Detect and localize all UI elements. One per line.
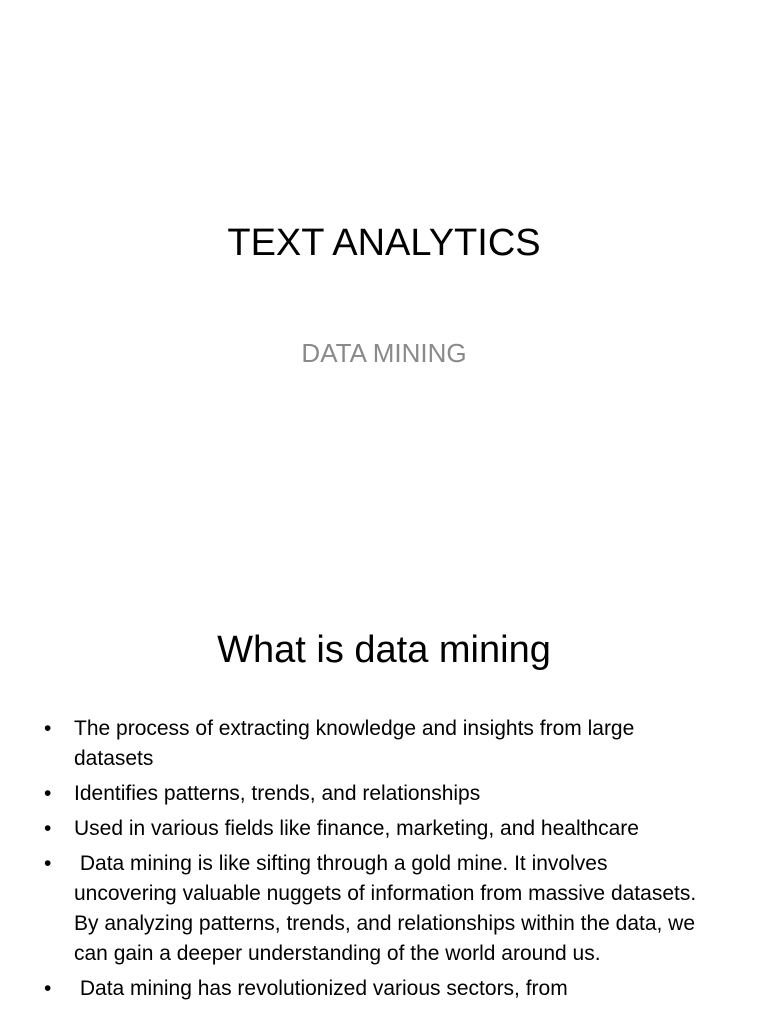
bullet-text: Data mining is like sifting through a gold mine. It involves uncovering valuable nuggets of information from massive datasets. By analyzing patterns, trends, and relationships within the data, we can gain a deeper understanding of the world around us. (74, 852, 703, 965)
slide-subtitle: DATA MINING (301, 338, 467, 368)
slide-title: TEXT ANALYTICS (227, 222, 541, 264)
list-item (0, 849, 768, 969)
bullet-icon: • (44, 977, 52, 1000)
slide-title: What is data mining (217, 629, 551, 671)
list-item (0, 714, 768, 774)
bullet-icon: • (44, 717, 52, 740)
bullet-icon: • (44, 852, 52, 875)
bullet-icon: • (44, 782, 52, 805)
list-item (0, 779, 768, 809)
bullet-icon: • (44, 817, 52, 840)
list-item (0, 814, 768, 844)
bullet-text: Used in various fields like finance, marketing, and healthcare (74, 817, 639, 840)
bullet-text: Identifies patterns, trends, and relationships (74, 782, 481, 805)
bullet-text: The process of extracting knowledge and insights from large datasets (74, 717, 635, 770)
bullet-list (0, 714, 768, 1009)
slide-2 (0, 576, 768, 1024)
bullet-text: Data mining has revolutionized various sectors, from (74, 977, 568, 1000)
list-item (0, 974, 768, 1004)
